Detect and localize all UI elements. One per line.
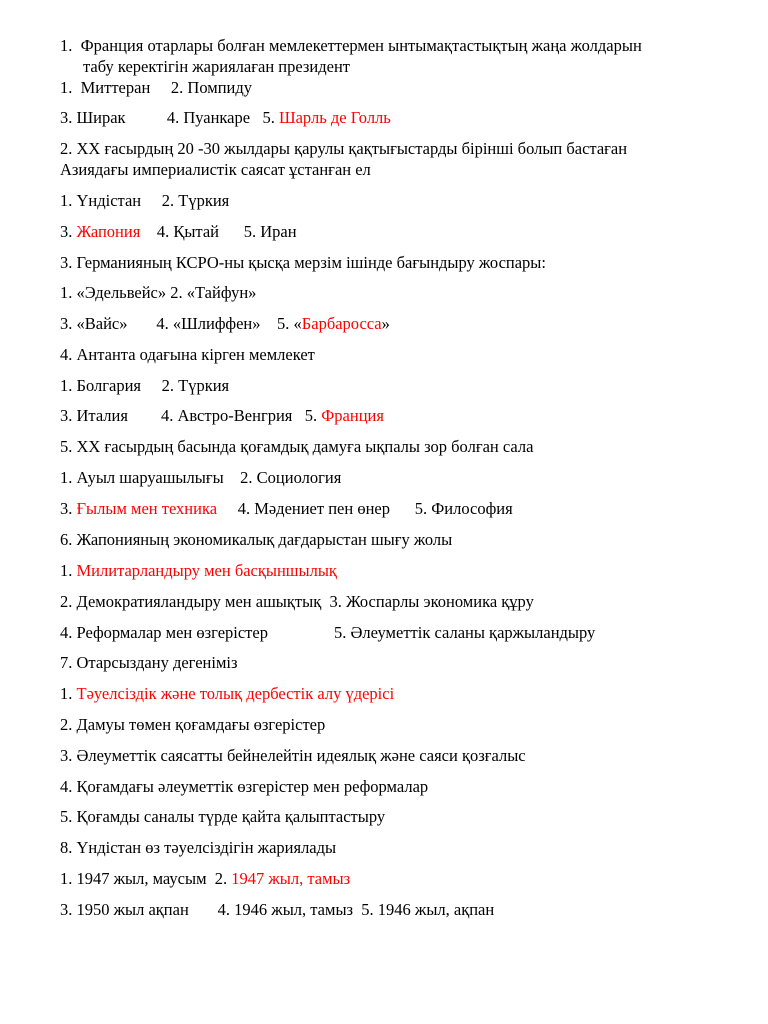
question-1-options-row-1 [60, 78, 252, 98]
options-text: 1. Болгария 2. Түркия [60, 376, 230, 395]
correct-answer: Ғылым мен техника [76, 499, 218, 518]
question-4-options-row-1 [60, 376, 229, 396]
question-1-line-2: табу керектігін жариялаған президент [83, 57, 350, 76]
question-3-text [60, 253, 546, 273]
options-text: 3. [60, 222, 77, 241]
question-2-line-1: 2. ХХ ғасырдың 20 -30 жылдары қарулы қақтығыстарды бірінші болып бастаған [60, 139, 628, 158]
options-text: 3. «Вайс» 4. «Шлиффен» 5. « [60, 314, 302, 333]
question-1-line-1: 1. Франция отарлары болған мемлекеттермен ынтымақтастықтың жаңа жолдарын [60, 36, 642, 55]
options-text: 4. Реформалар мен өзгерістер 5. Әлеуметтік саланы қаржыландыру [60, 623, 596, 642]
question-2-line-2: Азиядағы империалистік саясат ұстанған ел [60, 160, 371, 179]
question-8-options-row-2 [60, 900, 494, 920]
options-text: 3. 1950 жыл ақпан 4. 1946 жыл, тамыз 5. 1946 жыл, ақпан [60, 900, 495, 919]
options-text: 3. Әлеуметтік саясатты бейнелейтін идеялық және саяси қозғалыс [60, 746, 526, 765]
question-1-options-row-2 [60, 108, 391, 128]
question-4-options-row-2 [60, 406, 384, 426]
question-4-line-1: 4. Антанта одағына кірген мемлекет [60, 345, 315, 364]
correct-answer: Франция [321, 406, 384, 425]
question-6-options-row-2 [60, 592, 534, 612]
correct-answer: Тәуелсіздік және толық дербестік алу үдерісі [76, 684, 395, 703]
options-text: » [381, 314, 390, 333]
options-text: 2. Дамуы төмен қоғамдағы өзгерістер [60, 715, 326, 734]
options-text: 1. Үндістан 2. Түркия [60, 191, 230, 210]
correct-answer: Барбаросса [301, 314, 382, 333]
options-text: 2. Демократияландыру мен ашықтық 3. Жоспарлы экономика құру [60, 592, 534, 611]
question-7-options-row-2 [60, 715, 325, 735]
question-1-text [60, 36, 642, 56]
options-text: 1. «Эдельвейс» 2. «Тайфун» [60, 283, 257, 302]
question-7-options-row-5 [60, 807, 385, 827]
options-text: 3. [60, 499, 77, 518]
question-3-line-1: 3. Германияның КСРО-ны қысқа мерзім ішінде бағындыру жоспары: [60, 253, 546, 272]
question-6-options-row-1 [60, 561, 337, 581]
question-7-line-1: 7. Отарсыздану дегеніміз [60, 653, 238, 672]
question-2-text-continued [60, 160, 371, 180]
options-text: 1. [60, 684, 77, 703]
question-6-options-row-3 [60, 623, 595, 643]
question-7-options-row-1 [60, 684, 394, 704]
question-3-options-row-1 [60, 283, 256, 303]
question-2-options-row-2 [60, 222, 297, 242]
question-4-text [60, 345, 315, 365]
question-6-line-1: 6. Жапонияның экономикалық дағдарыстан шығу жолы [60, 530, 453, 549]
question-7-options-row-3 [60, 746, 526, 766]
correct-answer: 1947 жыл, тамыз [231, 869, 351, 888]
question-3-options-row-2 [60, 314, 390, 334]
question-8-text [60, 838, 336, 858]
question-8-line-1: 8. Үндістан өз тәуелсіздігін жариялады [60, 838, 337, 857]
options-text: 1. Ауыл шаруашылығы 2. Социология [60, 468, 342, 487]
question-7-text [60, 653, 238, 673]
options-text: 1. [60, 561, 77, 580]
question-6-text [60, 530, 452, 550]
options-text: 3. Ширак 4. Пуанкаре 5. [60, 108, 279, 127]
question-5-text [60, 437, 533, 457]
correct-answer: Шарль де Голль [278, 108, 391, 127]
question-1-text-continued [83, 57, 350, 77]
options-text: 3. Италия 4. Австро-Венгрия 5. [60, 406, 322, 425]
question-8-options-row-1 [60, 869, 350, 889]
question-5-options-row-2 [60, 499, 513, 519]
options-text: 5. Қоғамды саналы түрде қайта қалыптастыру [60, 807, 386, 826]
question-5-line-1: 5. ХХ ғасырдың басында қоғамдық дамуға ықпалы зор болған сала [60, 437, 534, 456]
question-2-options-row-1 [60, 191, 229, 211]
options-text: 1. Миттеран 2. Помпиду [60, 78, 252, 97]
question-2-text [60, 139, 627, 159]
options-text: 1. 1947 жыл, маусым 2. [60, 869, 232, 888]
options-text: 4. Қоғамдағы әлеуметтік өзгерістер мен реформалар [60, 777, 429, 796]
options-text: 4. Қытай 5. Иран [140, 222, 297, 241]
correct-answer: Милитарландыру мен басқыншылық [76, 561, 337, 580]
options-text: 4. Мәдениет пен өнер 5. Философия [217, 499, 513, 518]
question-7-options-row-4 [60, 777, 428, 797]
question-5-options-row-1 [60, 468, 341, 488]
correct-answer: Жапония [76, 222, 141, 241]
